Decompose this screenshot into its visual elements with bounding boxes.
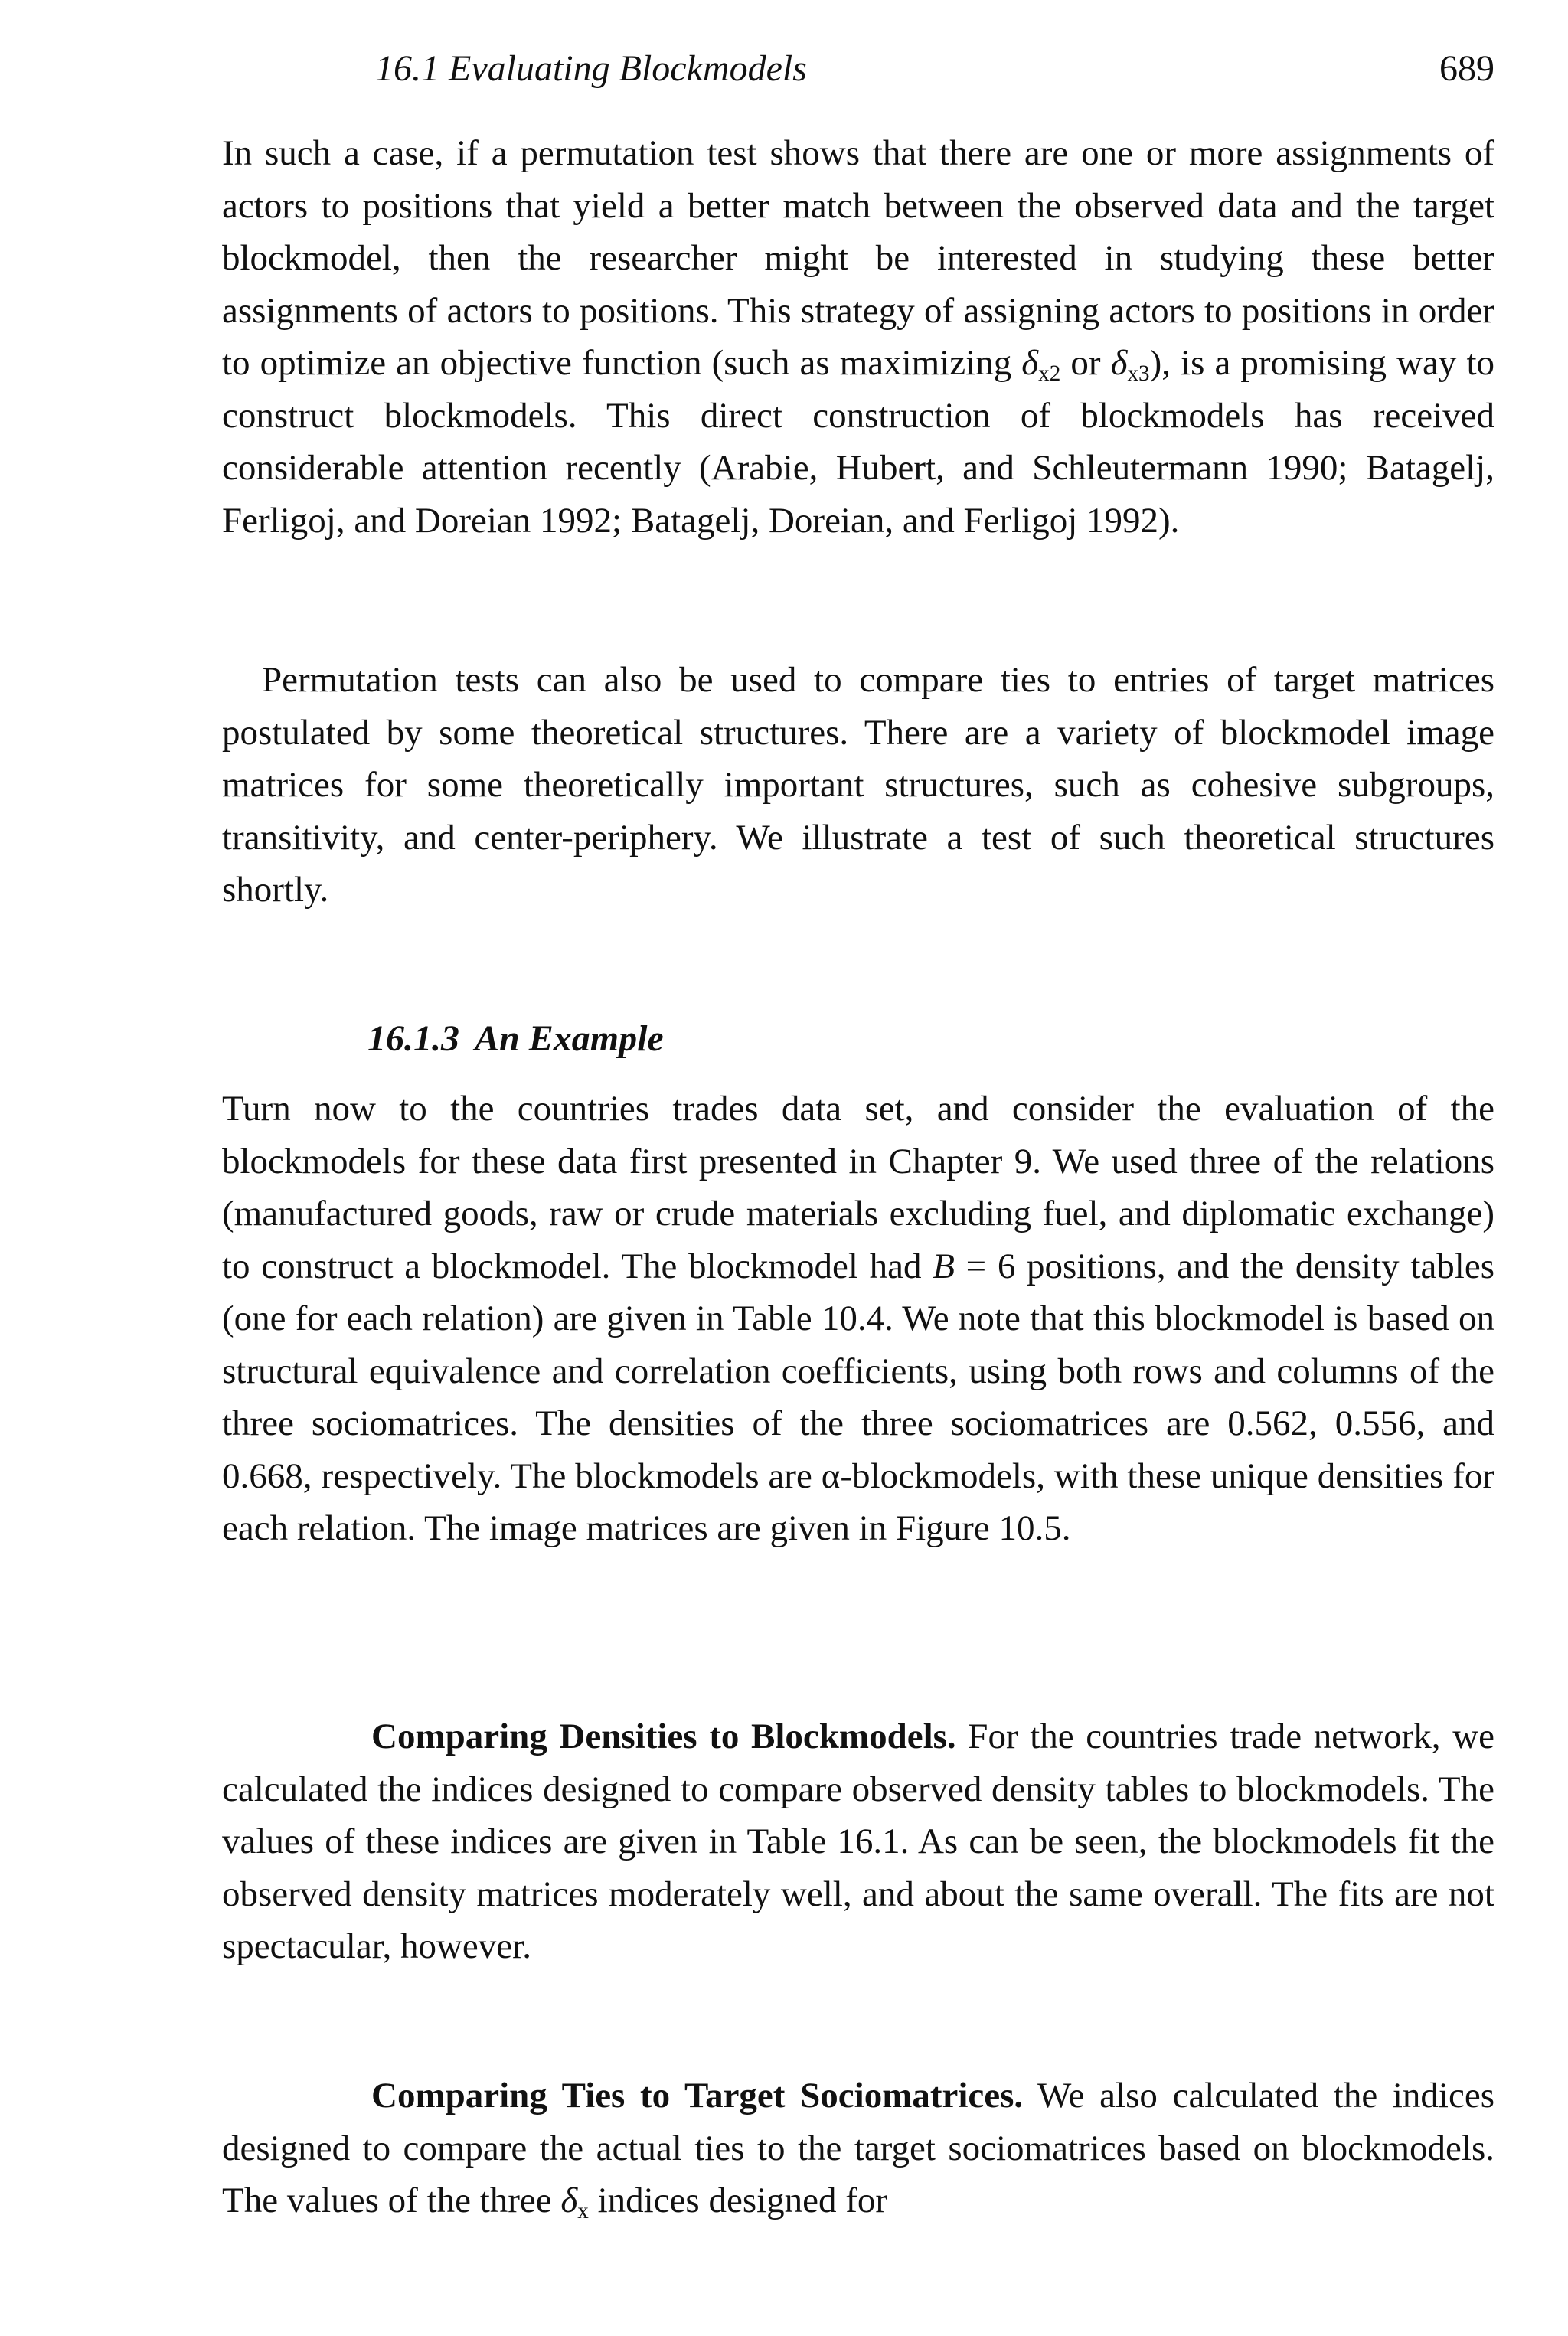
section-heading — [368, 1013, 664, 1065]
page-number: 689 — [1439, 48, 1494, 89]
section-title: An Example — [475, 1018, 664, 1059]
run-in-heading: Comparing Densities to Blockmodels. — [371, 1717, 956, 1756]
delta-symbol: δ — [560, 2181, 578, 2220]
delta-symbol: δ — [1021, 343, 1039, 383]
paragraph-text: We also calculated the indices designed to compare the actual ties to the target sociomatrices based on blockmodels. The values of the three — [222, 2076, 1494, 2220]
paragraph-comparing-ties — [222, 2070, 1494, 2227]
paragraph-text: ), is a promising way to construct blockmodels. This direct construction of blockmodels has received considerable attention recently (Arabie, Hubert, and Schleutermann 1990; Batagelj, Ferligoj, and Doreian 1992; Batagelj, Doreian, and Ferligoj 1992). — [222, 343, 1494, 541]
paragraph-text: For the countries trade network, we calculated the indices designed to compare observed density tables to blockmodels. The values of these indices are given in Table 16.1. As can be seen, the blockmodels fit the observed density matrices moderately well, and about the same overall. The fits are not spectacular, however. — [222, 1717, 1494, 1966]
paragraph-text: indices designed for — [588, 2181, 888, 2220]
alpha-symbol: α — [821, 1456, 841, 1496]
subscript: x2 — [1038, 361, 1061, 387]
subscript: x — [577, 2199, 589, 2224]
running-head-title: 16.1 Evaluating Blockmodels — [375, 48, 807, 89]
paragraph-text: -blockmodels, with these unique densities for each relation. The image matrices are given in Figure 10.5. — [222, 1456, 1494, 1548]
paragraph-text: In such a case, if a permutation test shows that there are one or more assignments of actors to positions that yield a better match between the observed data and the target blockmodel, then the researcher might be interested in studying these better assignments of actors to positions. This strategy of assigning actors to positions in order to optimize an objective function (such as maximizing — [222, 133, 1494, 383]
paragraph-text: or — [1060, 343, 1111, 383]
paragraph-permutation-strategy — [222, 127, 1494, 547]
running-head — [222, 47, 1494, 101]
paragraph-text: Turn now to the countries trades data set, and consider the evaluation of the blockmodels for these data first presented in Chapter 9. We used three of the relations (manufactured goods, raw or crude materials excluding fuel, and diplomatic exchange) to construct a blockmodel. The blockmodel had — [222, 1089, 1494, 1286]
section-number: 16.1.3 — [368, 1018, 459, 1059]
subscript: x3 — [1127, 361, 1150, 387]
paragraph-target-matrices: Permutation tests can also be used to compare ties to entries of target matrices postulated by some theoretical structures. There are a variety of blockmodel image matrices for some theoretically important structures, such as cohesive subgroups, transitivity, and center-periphery. We illustrate a test of such theoretical structures shortly. — [222, 660, 1494, 910]
paragraph-comparing-densities — [222, 1710, 1494, 1973]
variable-b: B — [933, 1246, 955, 1286]
paragraph-countries-trade — [222, 1083, 1494, 1555]
run-in-heading: Comparing Ties to Target Sociomatrices. — [371, 2076, 1024, 2115]
delta-symbol: δ — [1110, 343, 1128, 383]
paragraph-text: = 6 positions, and the density tables (one for each relation) are given in Table 10.4. We note that this blockmodel is based on structural equivalence and correlation coefficients, using both rows and columns of the three sociomatrices. The densities of the three sociomatrices are 0.562, 0.556, and 0.668, respectively. The blockmodels are — [222, 1246, 1495, 1496]
